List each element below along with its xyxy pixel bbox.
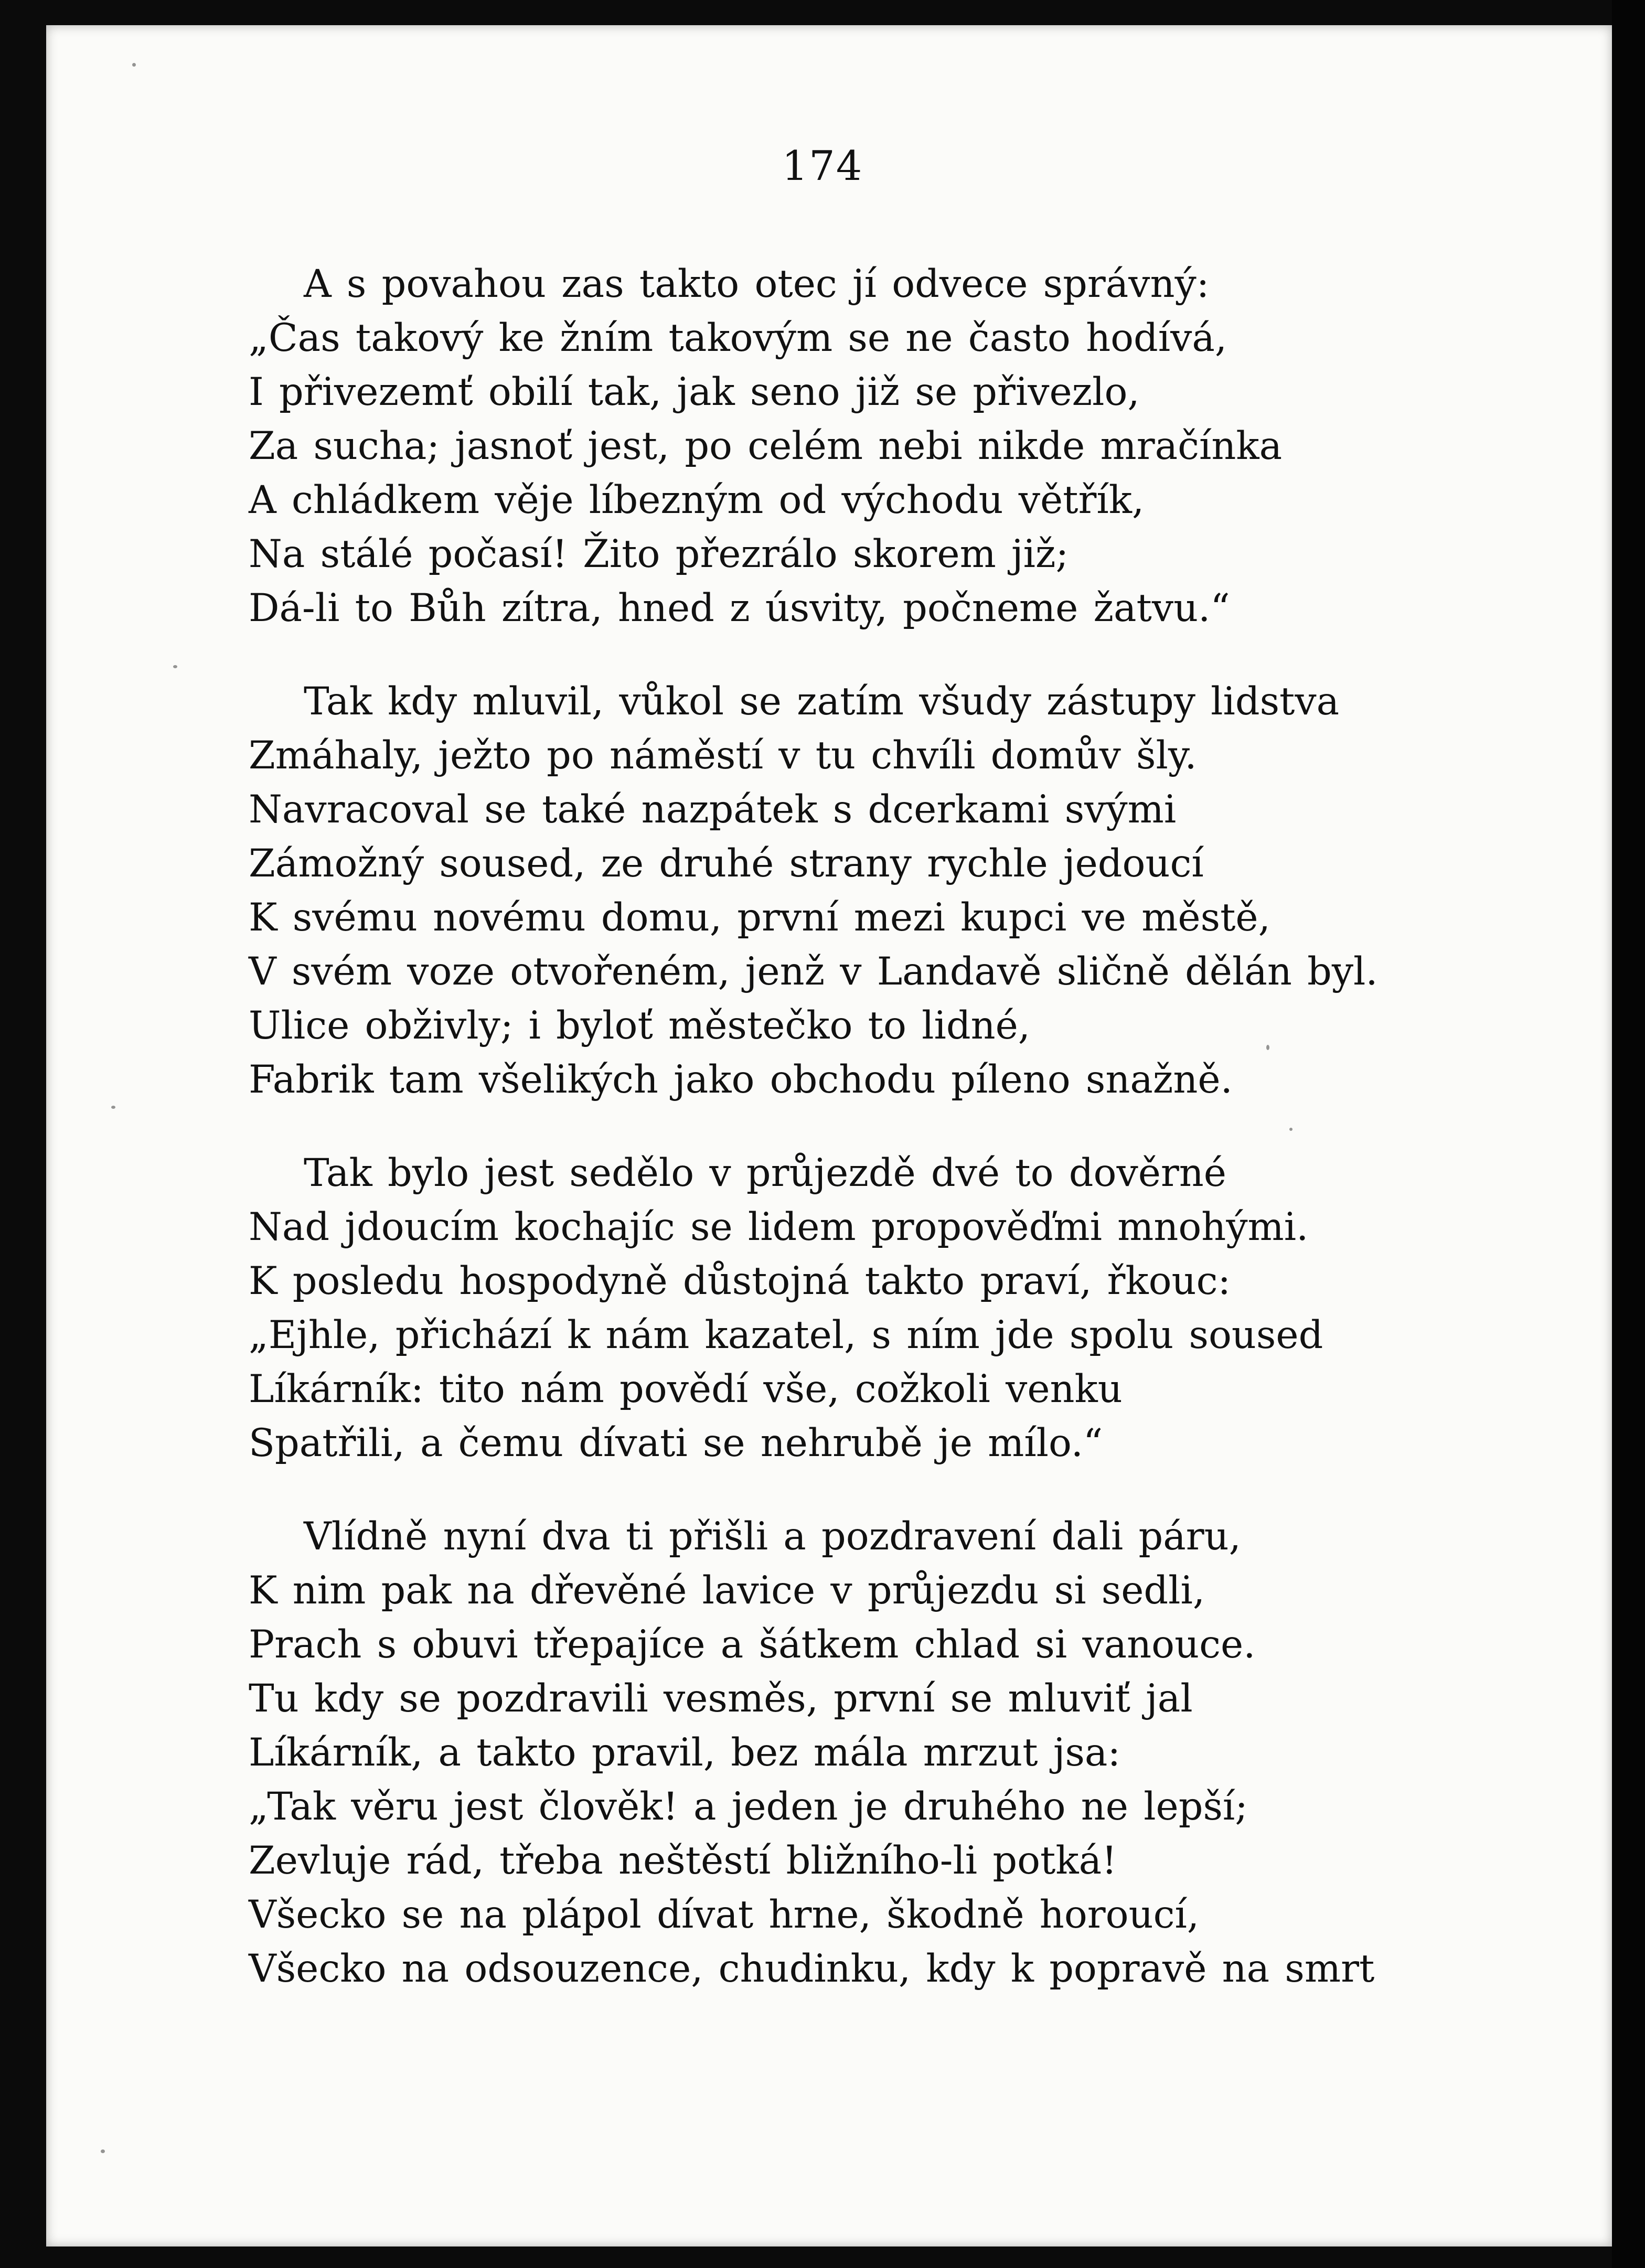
scan-speck <box>111 1106 115 1109</box>
scan-speck <box>173 665 177 668</box>
text-line: Navracoval se také nazpátek s dcerkami svými <box>249 787 1177 832</box>
text-line: Tak bylo jest sedělo v průjezdě dvé to dověrné <box>304 1151 1227 1195</box>
text-line: Na stálé počasí! Žito přezrálo skorem již; <box>249 532 1069 576</box>
text-line: Prach s obuvi třepajíce a šátkem chlad si vanouce. <box>249 1622 1256 1667</box>
text-line: V svém voze otvořeném, jenž v Landavě sličně dělán byl. <box>249 949 1378 994</box>
text-line: Líkárník: tito nám povědí vše, cožkoli venku <box>249 1367 1123 1411</box>
text-line: „Ejhle, přichází k nám kazatel, s ním jde spolu soused <box>249 1313 1323 1357</box>
scan-speck <box>132 63 136 67</box>
stanza-1 <box>249 257 1534 635</box>
text-line: Zmáhaly, ježto po náměstí v tu chvíli domův šly. <box>249 733 1197 778</box>
text-line: K posledu hospodyně důstojná takto praví, řkouc: <box>249 1259 1231 1303</box>
text-line: Vlídně nyní dva ti přišli a pozdravení dali páru, <box>304 1514 1241 1559</box>
text-line: Tu kdy se pozdravili vesměs, první se mluviť jal <box>249 1676 1193 1721</box>
scan-right-edge <box>1612 0 1645 2268</box>
text-line: „Čas takový ke žním takovým se ne často hodívá, <box>249 316 1227 360</box>
text-line: A s povahou zas takto otec jí odvece správný: <box>304 262 1210 306</box>
text-line: „Tak věru jest člověk! a jeden je druhého ne lepší; <box>249 1784 1248 1829</box>
text-line: Ulice obživly; i byloť městečko to lidné, <box>249 1003 1031 1048</box>
text-line: A chládkem věje líbezným od východu větřík, <box>249 478 1145 522</box>
text-line: Tak kdy mluvil, vůkol se zatím všudy zástupy lidstva <box>304 679 1340 724</box>
text-line: Zevluje rád, třeba neštěstí bližního-li potká! <box>249 1838 1117 1883</box>
text-line: Spatřili, a čemu dívati se nehrubě je mílo.“ <box>249 1421 1103 1465</box>
stanza-4 <box>249 1510 1534 1996</box>
text-line: Zámožný soused, ze druhé strany rychle jedoucí <box>249 841 1204 886</box>
stanza-3 <box>249 1146 1534 1470</box>
stanza-2 <box>249 675 1534 1107</box>
text-line: Líkárník, a takto pravil, bez mála mrzut jsa: <box>249 1730 1121 1775</box>
text-line: K svému novému domu, první mezi kupci ve městě, <box>249 895 1270 940</box>
text-line: I přivezemť obilí tak, jak seno již se přivezlo, <box>249 370 1140 414</box>
text-line: Dá-li to Bůh zítra, hned z úsvity, počneme žatvu.“ <box>249 586 1230 630</box>
text-line: Fabrik tam všelikých jako obchodu píleno snažně. <box>249 1057 1233 1102</box>
text-line: K nim pak na dřevěné lavice v průjezdu si sedli, <box>249 1568 1205 1613</box>
text-line: Všecko na odsouzence, chudinku, kdy k popravě na smrt <box>249 1946 1375 1991</box>
page-number: 174 <box>782 143 863 190</box>
text-line: Za sucha; jasnoť jest, po celém nebi nikde mračínka <box>249 424 1283 468</box>
text-line: Všecko se na plápol dívat hrne, škodně horoucí, <box>249 1892 1200 1937</box>
poem-text <box>249 257 1534 1996</box>
scan-speck <box>101 2149 105 2153</box>
text-line: Nad jdoucím kochajíc se lidem propověďmi mnohými. <box>249 1205 1309 1249</box>
